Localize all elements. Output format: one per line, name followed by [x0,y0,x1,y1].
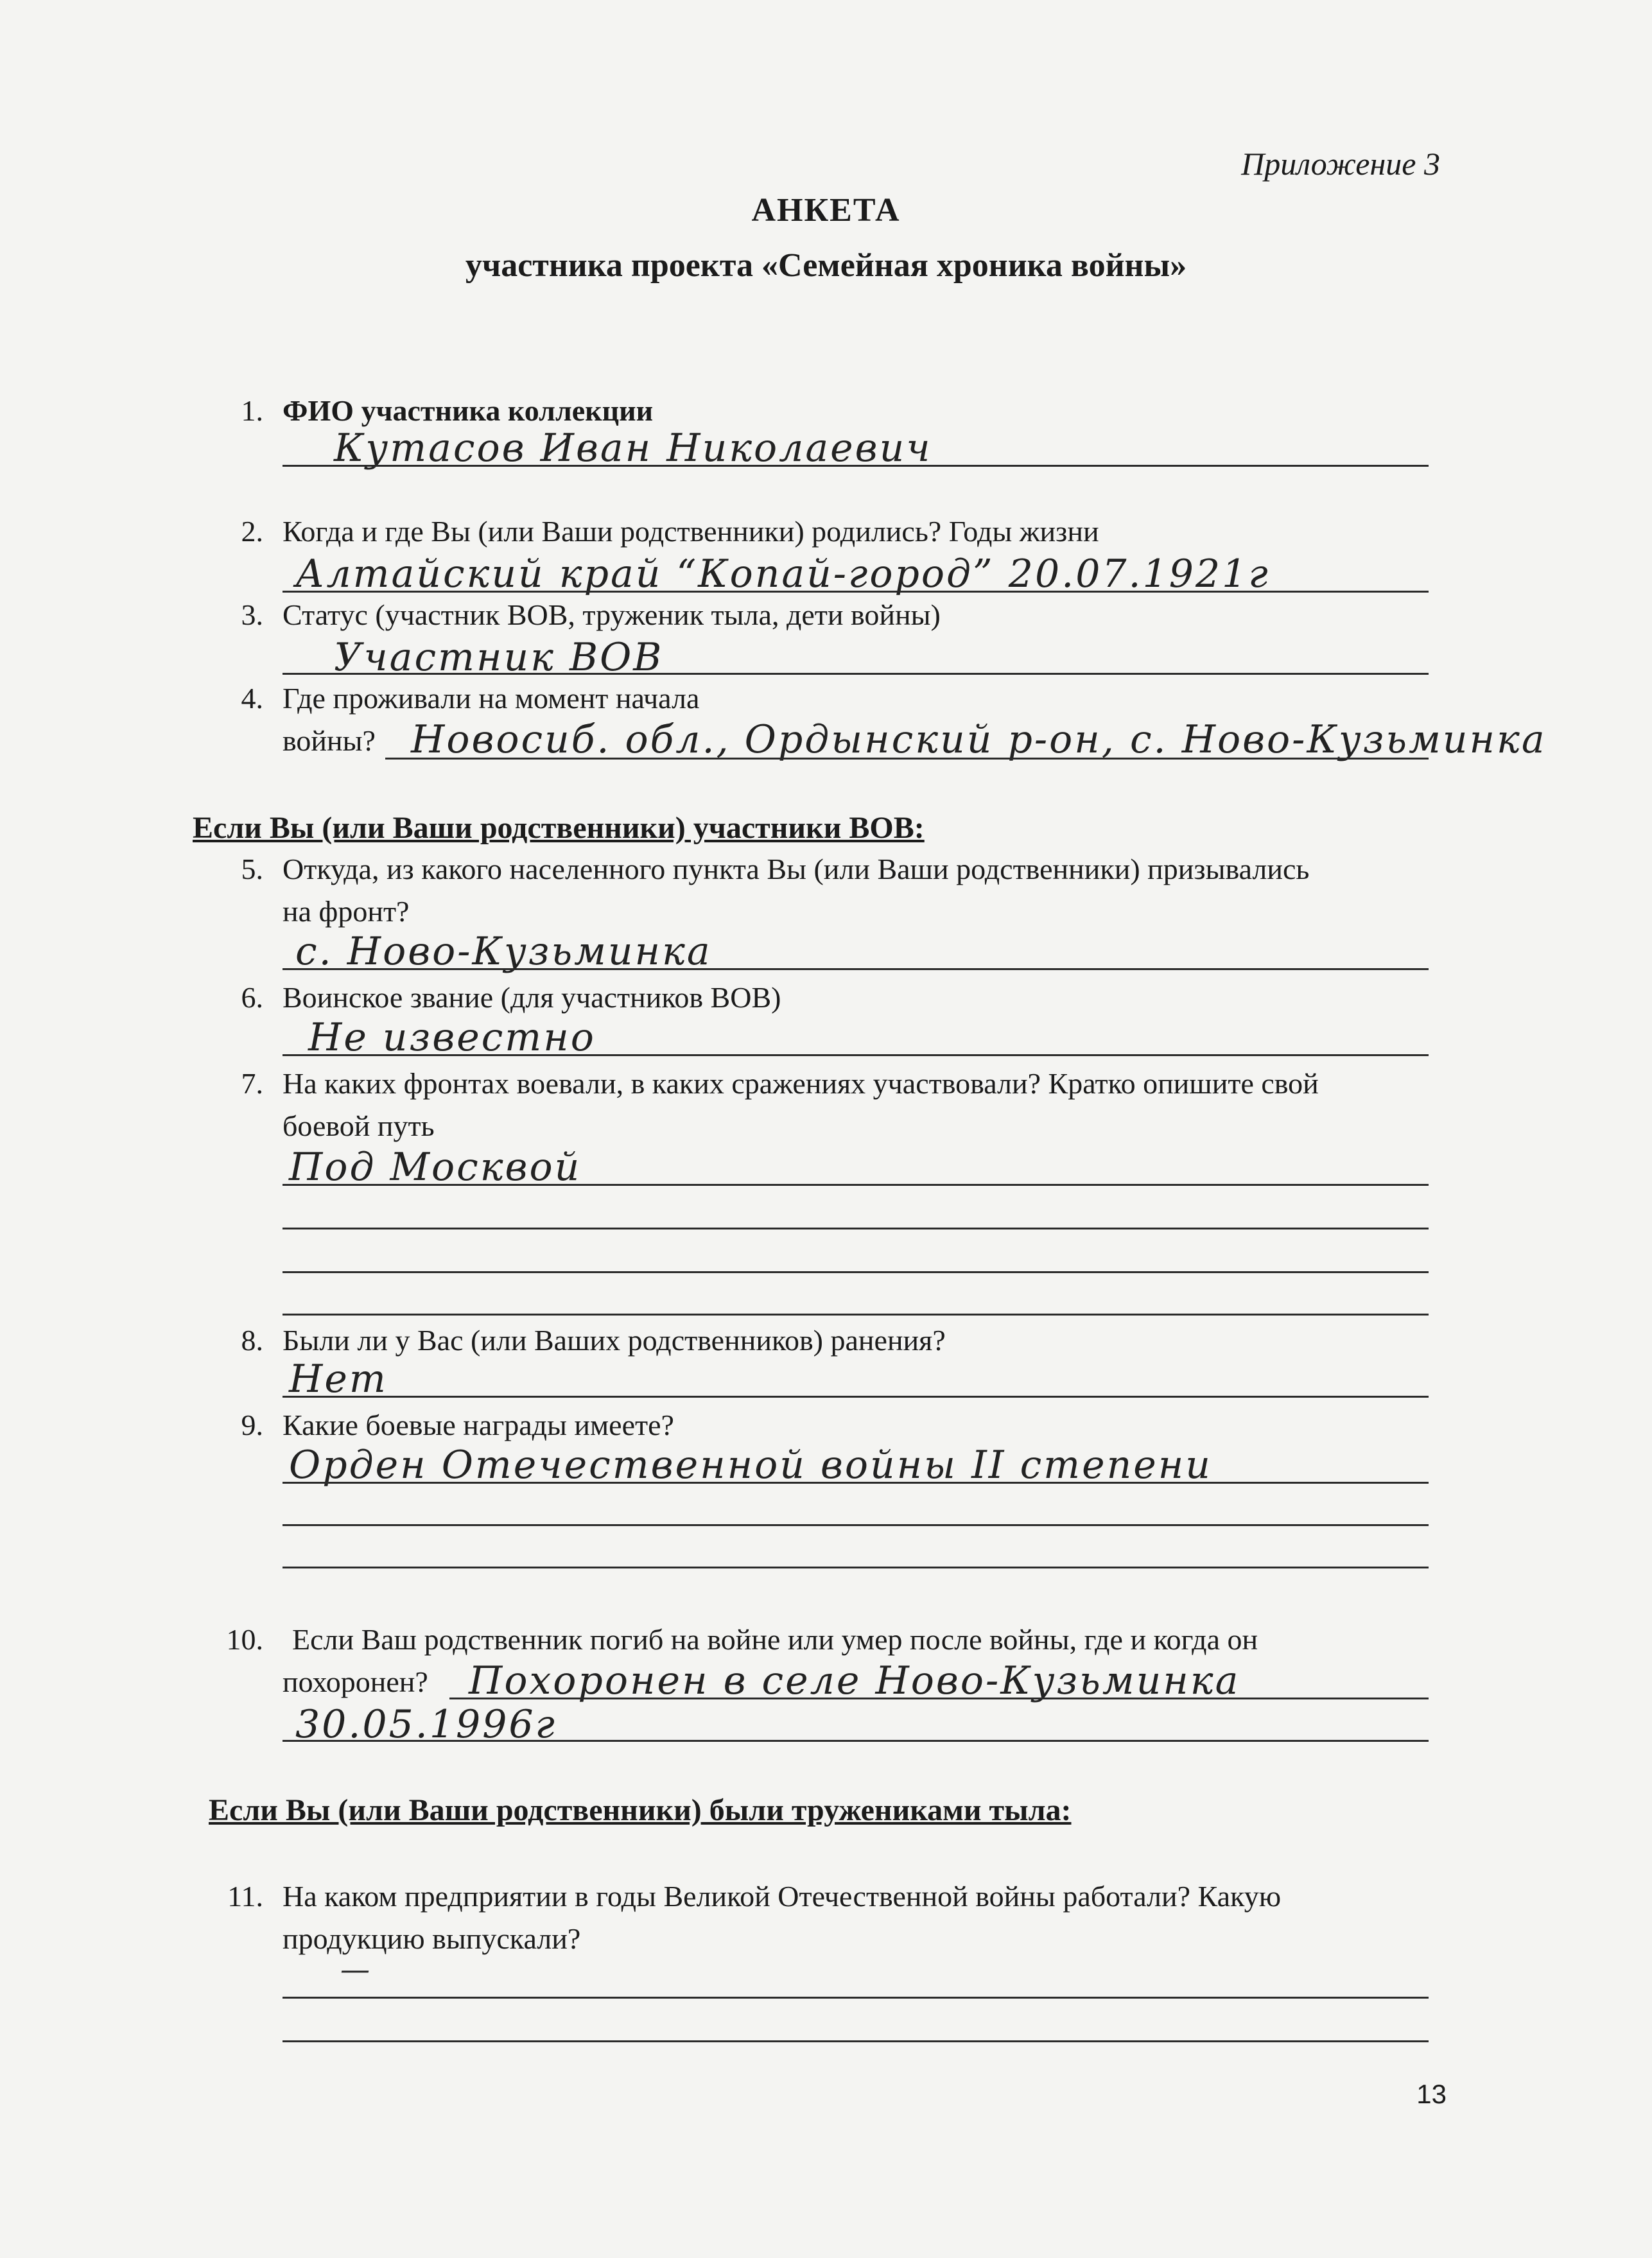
answer-handwritten: Похоронен в селе Ново-Кузьминка [469,1658,1240,1703]
question-text: продукцию выпускали? [283,1922,581,1955]
question-text: Если Ваш родственник погиб на войне или умер после войны, где и когда он [292,1623,1258,1656]
answer-handwritten: Алтайский край “Копай-город” 20.07.1921г [295,551,1270,596]
answer-handwritten: с. Ново-Кузьминка [295,929,712,974]
answer-line [283,1567,1429,1568]
question-text: Откуда, из какого населенного пункта Вы (или Ваши родственники) призывались [283,853,1310,885]
answer-handwritten: Новосиб. обл., Ордынский р-он, с. Ново-Кузьминка [411,717,1547,762]
answer-line [283,1184,1429,1186]
answer-handwritten: Кутасов Иван Николаевич [334,426,932,471]
question-number: 8. [241,1324,263,1357]
question-text: Были ли у Вас (или Ваших родственников) ранения? [283,1324,946,1357]
answer-line [283,1740,1429,1742]
question-number: 9. [241,1409,263,1441]
question-number: 6. [241,981,263,1014]
answer-line [283,465,1429,467]
document-title: АНКЕТА [751,192,901,229]
question-number: 4. [241,682,263,715]
answer-line [283,1054,1429,1056]
answer-handwritten: — [340,1952,372,1986]
answer-handwritten: Орден Отечественной войны II степени [289,1443,1212,1488]
question-text: Воинское звание (для участников ВОВ) [283,981,781,1014]
answer-handwritten: Участник ВОВ [334,635,664,680]
question-number: 10. [226,1623,263,1656]
answer-line [283,968,1429,970]
document-subtitle: участника проекта «Семейная хроника войны» [465,247,1187,284]
question-number: 11. [227,1880,263,1913]
question-number: 7. [241,1067,263,1100]
question-text: похоронен? [283,1665,428,1698]
answer-handwritten: Под Москвой [289,1145,582,1190]
answer-line [449,1698,1429,1699]
answer-line [283,1396,1429,1398]
question-text: Статус (участник ВОВ, труженик тыла, дети войны) [283,598,941,631]
question-text: На каких фронтах воевали, в каких сражениях участвовали? Кратко опишите свой [283,1067,1319,1100]
question-number: 1. [241,394,263,427]
question-text: на фронт? [283,895,410,928]
answer-handwritten-date: 30.05.1996г [295,1702,557,1747]
section-heading-wov: Если Вы (или Ваши родственники) участники ВОВ: [193,811,925,845]
answer-line [283,1228,1429,1229]
answer-line [283,1482,1429,1484]
question-text: ФИО участника коллекции [283,394,654,427]
section-heading-rear: Если Вы (или Ваши родственники) были тружениками тыла: [209,1793,1072,1827]
appendix-label: Приложение 3 [1241,146,1440,182]
answer-line [283,1314,1429,1316]
page-number: 13 [1416,2079,1447,2109]
answer-line [385,758,1429,760]
answer-line [283,673,1429,675]
answer-handwritten: Не известно [308,1015,596,1060]
question-number: 5. [241,853,263,885]
question-number: 3. [241,598,263,631]
answer-line [283,591,1429,593]
answer-line [283,2040,1429,2042]
question-text: боевой путь [283,1109,435,1142]
answer-line [283,1997,1429,1999]
question-text: Когда и где Вы (или Ваши родственники) родились? Годы жизни [283,515,1099,548]
question-text: Какие боевые награды имеете? [283,1409,674,1441]
answer-handwritten: Нет [289,1357,388,1402]
question-text: Где проживали на момент начала [283,682,700,715]
question-number: 2. [241,515,263,548]
answer-line [283,1524,1429,1526]
answer-line [283,1271,1429,1273]
question-text: На каком предприятии в годы Великой Отечественной войны работали? Какую [283,1880,1282,1913]
question-text: войны? [283,724,376,757]
